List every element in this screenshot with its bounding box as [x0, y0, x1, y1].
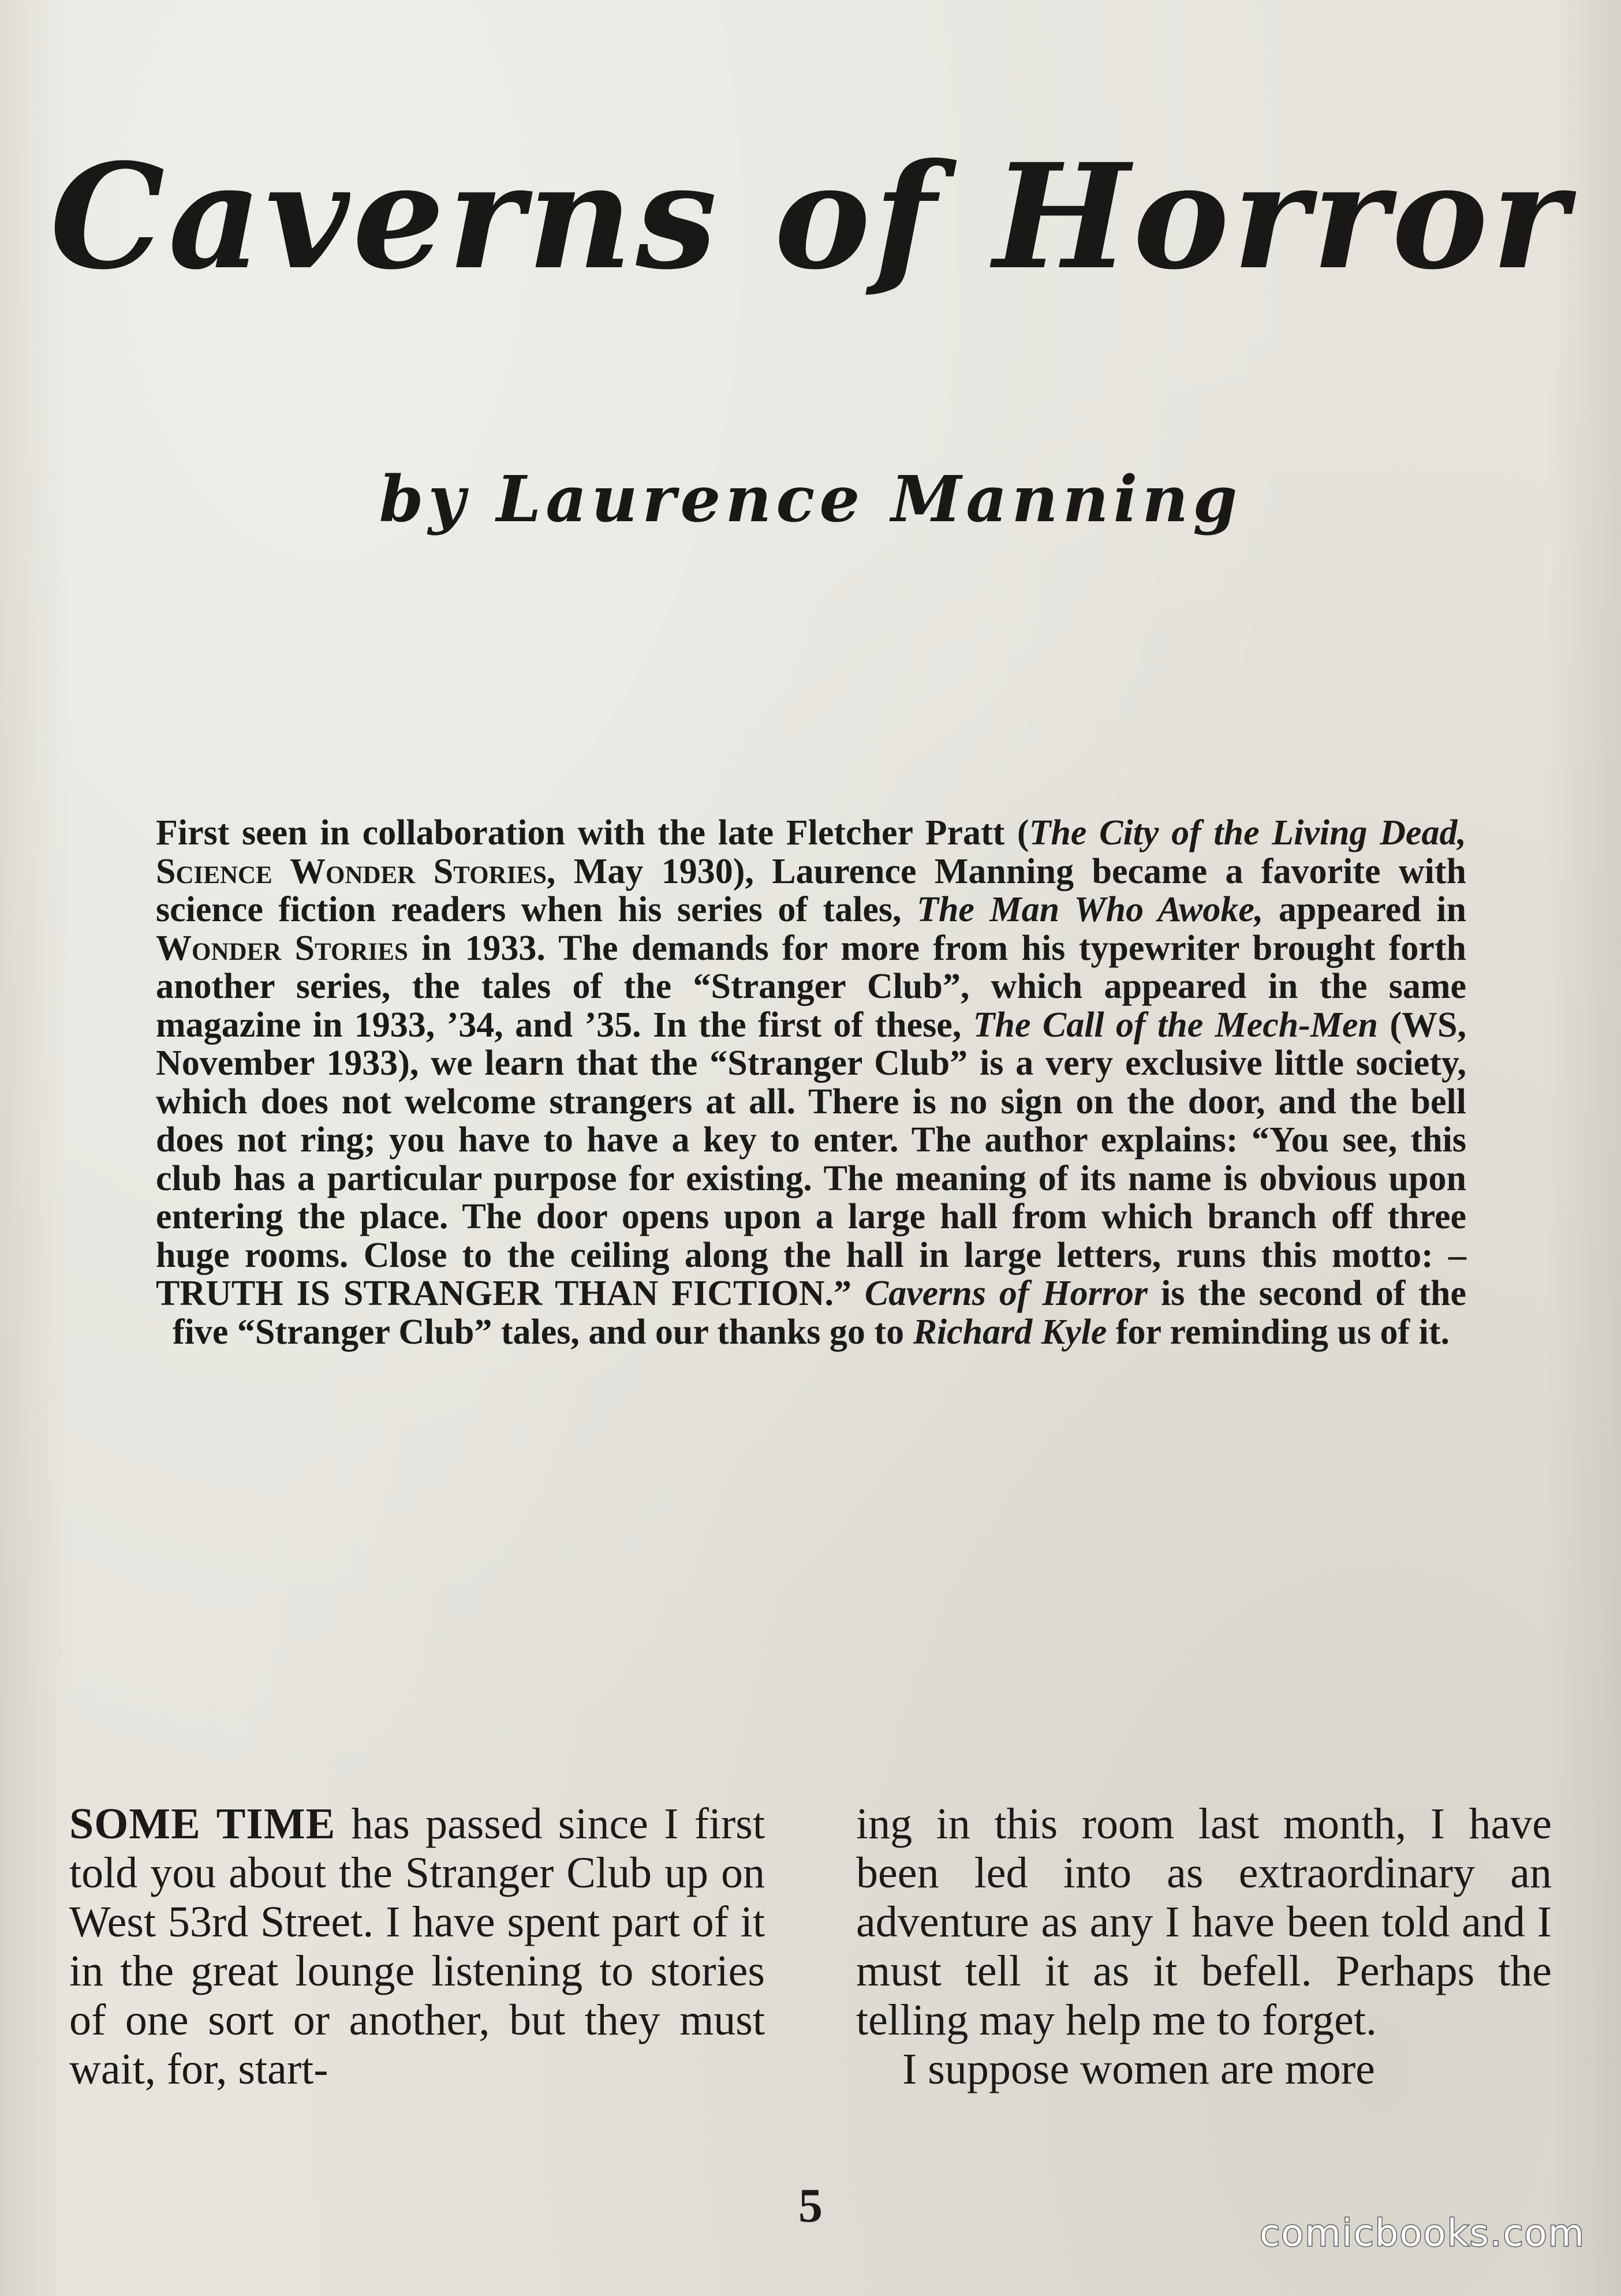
story-paragraph: I suppose women are more	[902, 2045, 1375, 2093]
intro-name-richard-kyle: Richard Kyle	[913, 1312, 1107, 1352]
intro-text: (WS, November 1933), we learn that the “Stranger Club” is a very exclusive little society, which does not welcome strangers at all. There is no sign on the door, and the bell does not ring; you have to have a key to enter. The author explains: “You see, this club has a particular purpose for existing. The meaning of its name is obvious upon entering the place. The door opens upon a large hall from which branch off three huge rooms. Close to the ceiling along the hall in large letters, runs this motto: – TRUTH IS STRANGER THAN FICTION.”	[156, 1005, 1466, 1313]
story-lead-in: SOME TIME	[69, 1800, 336, 1848]
story-column-right	[856, 1800, 1552, 2094]
intro-text: is the second of the five “Stranger Club” tales, and our thanks go to	[172, 1274, 1466, 1352]
intro-text: for reminding us of it.	[1107, 1312, 1450, 1352]
author-byline: by Laurence Manning	[379, 462, 1242, 536]
editorial-introduction	[156, 814, 1466, 1351]
intro-text: First seen in collaboration with the late Fletcher Pratt (	[156, 813, 1029, 852]
story-column-left	[69, 1800, 765, 2094]
story-paragraph	[69, 1800, 765, 2094]
intro-magazine-science-wonder-stories: Science Wonder Stories	[156, 851, 547, 891]
story-paragraph: ing in this room last month, I have been led into as extraordinary an adventure as any I have been told and I must tell it as it befell. Perhaps the telling may help me to forget.	[856, 1800, 1552, 2044]
intro-magazine-wonder-stories: Wonder Stories	[156, 928, 408, 968]
site-watermark: comicbooks.com	[1259, 2212, 1585, 2255]
intro-text: appeared in	[1263, 890, 1467, 929]
intro-title-man-who-awoke: The Man Who Awoke,	[917, 890, 1264, 929]
story-title: Caverns of Horror	[50, 132, 1571, 301]
intro-text: in 1933. The demands for more from his typewriter brought forth another series, the tales of the “Stranger Club”, which appeared in the same magazine in 1933, ’34, and ’35. In the first of these,	[156, 928, 1466, 1045]
intro-title-city-of-the-living-dead: The City of the Living Dead,	[1029, 813, 1466, 852]
intro-text: , May 1930), Laurence Manning became a favorite with science fiction readers when his series of tales,	[156, 851, 1466, 929]
story-text: has passed since I first told you about the Stranger Club up on West 53rd Street. I have spent part of it in the great lounge listening to stories of one sort or another, but they must wait, for, start-	[69, 1800, 765, 2093]
page-number: 5	[798, 2179, 823, 2233]
intro-title-caverns-of-horror: Caverns of Horror	[864, 1274, 1148, 1313]
intro-title-call-of-the-mech-men: The Call of the Mech-Men	[973, 1005, 1378, 1045]
